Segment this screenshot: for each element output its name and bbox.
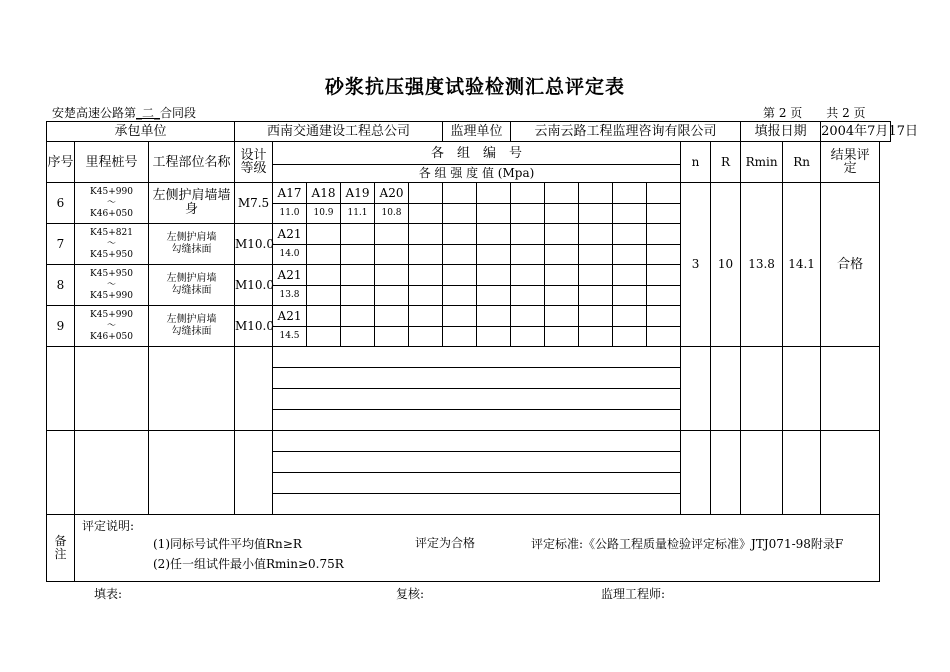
part-header: 工程部位名称	[149, 142, 235, 183]
strength-cell	[375, 245, 409, 265]
group-cell	[409, 224, 443, 245]
strength-cell	[613, 204, 647, 224]
group-cell	[613, 306, 647, 327]
summary-n: 3	[681, 183, 711, 347]
column-header-row-1	[47, 142, 891, 165]
empty-cell	[681, 347, 711, 431]
empty-cell	[273, 431, 681, 452]
strength-cell	[409, 245, 443, 265]
remarks-standard: 评定标准:《公路工程质量检验评定标准》JTJ071-98附录F	[531, 537, 844, 551]
summary-r: 10	[711, 183, 741, 347]
strength-cell	[375, 327, 409, 347]
summary-table	[46, 121, 918, 582]
group-cell: A20	[375, 183, 409, 204]
contractor-name: 西南交通建设工程总公司	[235, 122, 443, 142]
group-cell	[443, 224, 477, 245]
empty-cell	[681, 431, 711, 515]
strength-cell	[579, 286, 613, 306]
table-row	[47, 183, 891, 204]
group-cell	[613, 265, 647, 286]
strength-cell	[613, 245, 647, 265]
strength-cell	[647, 327, 681, 347]
empty-cell	[821, 347, 880, 431]
empty-cell	[273, 452, 681, 473]
group-cell	[375, 265, 409, 286]
row-grade: M7.5	[235, 183, 273, 224]
row-mileage: K45+990 ～ K46+050	[75, 183, 149, 224]
empty-cell	[273, 494, 681, 515]
empty-cell	[783, 347, 821, 431]
group-cell	[579, 183, 613, 204]
group-cell	[579, 265, 613, 286]
n-header: n	[681, 142, 711, 183]
group-cell	[307, 265, 341, 286]
empty-cell	[821, 431, 880, 515]
strength-cell: 10.8	[375, 204, 409, 224]
row-grade: M10.0	[235, 306, 273, 347]
mileage-header: 里程桩号	[75, 142, 149, 183]
strength-cell	[409, 286, 443, 306]
seq-header: 序号	[47, 142, 75, 183]
date-label: 填报日期	[741, 122, 821, 142]
group-cell: A21	[273, 306, 307, 327]
empty-cell	[75, 347, 149, 431]
empty-cell	[741, 431, 783, 515]
empty-cell	[149, 431, 235, 515]
row-part: 左侧护肩墙墙身	[149, 183, 235, 224]
group-cell	[409, 306, 443, 327]
group-cell	[307, 306, 341, 327]
group-cell: A21	[273, 224, 307, 245]
remarks-heading: 评定说明:	[82, 519, 135, 533]
contractor-label: 承包单位	[47, 122, 235, 142]
group-cell	[477, 306, 511, 327]
group-cell	[341, 306, 375, 327]
header-info-row	[47, 122, 891, 142]
strength-cell	[579, 245, 613, 265]
group-cell	[545, 183, 579, 204]
engineer-label: 监理工程师:	[601, 587, 666, 601]
row-mileage: K45+950 ～ K45+990	[75, 265, 149, 306]
row-part: 左侧护肩墙勾缝抹面	[149, 265, 235, 306]
project-prefix: 安楚高速公路第	[52, 106, 137, 120]
strength-cell	[307, 286, 341, 306]
group-cell	[613, 183, 647, 204]
group-cell	[647, 265, 681, 286]
row-grade: M10.0	[235, 265, 273, 306]
summary-rn: 14.1	[783, 183, 821, 347]
strength-header: 各 组 强 度 值 (Mpa)	[273, 165, 681, 183]
empty-cell	[783, 431, 821, 515]
group-cell	[409, 265, 443, 286]
filled-by-label: 填表:	[94, 587, 123, 601]
result-header: 结果评定	[821, 142, 880, 183]
group-cell	[545, 224, 579, 245]
group-cell	[511, 306, 545, 327]
strength-cell	[647, 245, 681, 265]
strength-cell: 13.8	[273, 286, 307, 306]
strength-cell	[613, 327, 647, 347]
group-number-header: 各 组 编 号	[273, 142, 681, 165]
reviewed-by-label: 复核:	[396, 587, 425, 601]
strength-cell	[477, 327, 511, 347]
strength-cell	[545, 286, 579, 306]
group-cell	[477, 224, 511, 245]
strength-cell	[613, 286, 647, 306]
group-cell: A19	[341, 183, 375, 204]
group-cell	[579, 306, 613, 327]
group-cell: A21	[273, 265, 307, 286]
group-cell	[341, 265, 375, 286]
empty-cell	[235, 431, 273, 515]
group-cell	[341, 224, 375, 245]
row-grade: M10.0	[235, 224, 273, 265]
strength-cell: 14.5	[273, 327, 307, 347]
group-cell	[477, 183, 511, 204]
strength-cell	[307, 327, 341, 347]
group-cell: A18	[307, 183, 341, 204]
row-mileage: K45+990 ～ K46+050	[75, 306, 149, 347]
strength-cell	[443, 245, 477, 265]
summary-rmin: 13.8	[741, 183, 783, 347]
group-cell: A17	[273, 183, 307, 204]
project-info: 安楚高速公路第_二_合同段	[52, 106, 197, 120]
page-info: 第 2 页 共 2 页	[763, 106, 866, 120]
strength-cell	[477, 245, 511, 265]
table-row	[47, 431, 891, 452]
r-header: R	[711, 142, 741, 183]
row-seq: 7	[47, 224, 75, 265]
strength-cell	[545, 327, 579, 347]
empty-cell	[273, 473, 681, 494]
strength-cell	[409, 327, 443, 347]
remarks-line-1: (1)同标号试件平均值Rn≥R	[153, 537, 302, 551]
strength-cell	[545, 245, 579, 265]
report-date: 2004年7月17日	[821, 122, 891, 142]
page-title: 砂浆抗压强度试验检测汇总评定表	[324, 76, 625, 98]
strength-cell	[409, 204, 443, 224]
group-cell	[545, 306, 579, 327]
group-cell	[307, 224, 341, 245]
strength-cell	[511, 327, 545, 347]
row-part: 左侧护肩墙勾缝抹面	[149, 224, 235, 265]
strength-cell	[375, 286, 409, 306]
empty-cell	[273, 389, 681, 410]
group-cell	[443, 265, 477, 286]
strength-cell	[341, 327, 375, 347]
project-suffix: 合同段	[160, 106, 197, 120]
table-row	[47, 347, 891, 368]
strength-cell	[307, 245, 341, 265]
empty-cell	[273, 410, 681, 431]
strength-cell	[341, 286, 375, 306]
remarks-row	[47, 515, 891, 582]
strength-cell: 10.9	[307, 204, 341, 224]
strength-cell	[647, 286, 681, 306]
group-cell	[511, 265, 545, 286]
strength-cell	[477, 286, 511, 306]
group-cell	[511, 224, 545, 245]
empty-cell	[75, 431, 149, 515]
supervisor-label: 监理单位	[443, 122, 511, 142]
section-number: 二	[142, 106, 155, 120]
strength-cell	[443, 327, 477, 347]
strength-cell	[579, 204, 613, 224]
strength-cell	[477, 204, 511, 224]
strength-cell	[511, 245, 545, 265]
summary-result: 合格	[821, 183, 880, 347]
strength-cell	[341, 245, 375, 265]
empty-cell	[273, 368, 681, 389]
strength-cell	[647, 204, 681, 224]
row-part: 左侧护肩墙勾缝抹面	[149, 306, 235, 347]
strength-cell	[579, 327, 613, 347]
group-cell	[443, 306, 477, 327]
group-cell	[545, 265, 579, 286]
group-cell	[409, 183, 443, 204]
strength-cell	[443, 204, 477, 224]
group-cell	[647, 306, 681, 327]
remarks-content	[75, 515, 880, 582]
row-seq: 6	[47, 183, 75, 224]
strength-cell	[511, 286, 545, 306]
remarks-line-2: (2)任一组试件最小值Rmin≥0.75R	[153, 557, 344, 571]
empty-cell	[149, 347, 235, 431]
group-cell	[375, 306, 409, 327]
empty-cell	[235, 347, 273, 431]
row-seq: 8	[47, 265, 75, 306]
empty-cell	[711, 347, 741, 431]
strength-cell: 14.0	[273, 245, 307, 265]
group-cell	[647, 224, 681, 245]
group-cell	[647, 183, 681, 204]
group-cell	[375, 224, 409, 245]
grade-header: 设计等级	[235, 142, 273, 183]
group-cell	[477, 265, 511, 286]
strength-cell	[511, 204, 545, 224]
group-cell	[579, 224, 613, 245]
strength-cell: 11.1	[341, 204, 375, 224]
remarks-verdict: 评定为合格	[415, 536, 476, 550]
group-cell	[511, 183, 545, 204]
empty-cell	[47, 431, 75, 515]
empty-cell	[741, 347, 783, 431]
empty-cell	[273, 347, 681, 368]
group-cell	[443, 183, 477, 204]
strength-cell: 11.0	[273, 204, 307, 224]
row-mileage: K45+821 ～ K45+950	[75, 224, 149, 265]
strength-cell	[443, 286, 477, 306]
strength-cell	[545, 204, 579, 224]
row-seq: 9	[47, 306, 75, 347]
rmin-header: Rmin	[741, 142, 783, 183]
group-cell	[613, 224, 647, 245]
rn-header: Rn	[783, 142, 821, 183]
empty-cell	[47, 347, 75, 431]
remarks-label: 备注	[47, 515, 75, 582]
supervisor-name: 云南云路工程监理咨询有限公司	[511, 122, 741, 142]
empty-cell	[711, 431, 741, 515]
